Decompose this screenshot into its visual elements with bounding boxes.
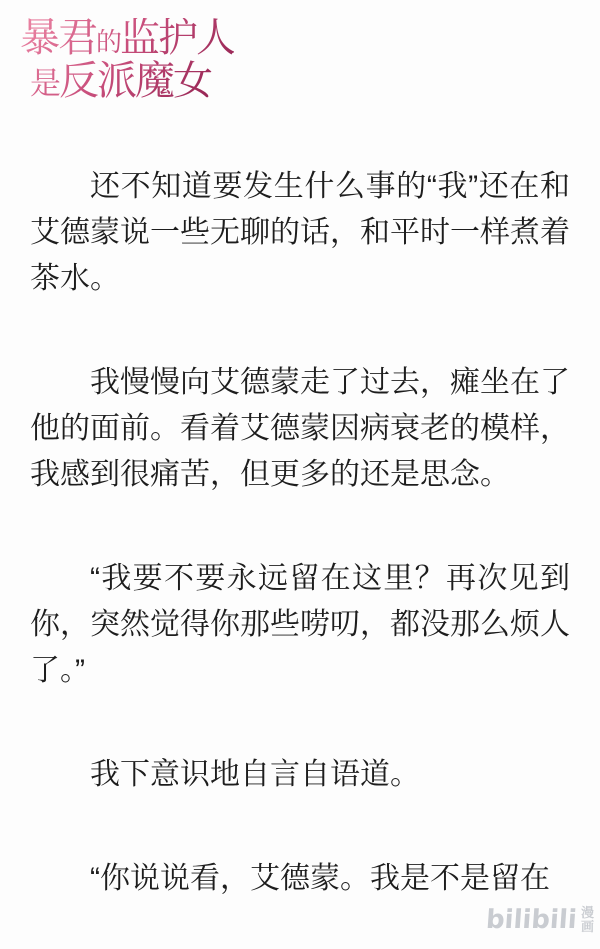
paragraph-1: 还不知道要发生什么事的“我”还在和艾德蒙说一些无聊的话，和平时一样煮着茶水。 bbox=[30, 170, 570, 295]
manga-badge-char-1: 漫 bbox=[580, 905, 594, 920]
logo-line-2 bbox=[30, 58, 234, 104]
paragraph-5: “你说说看，艾德蒙。我是不是留在 bbox=[90, 862, 550, 895]
title-logo bbox=[20, 15, 235, 104]
bilibili-watermark bbox=[486, 905, 594, 935]
bilibili-manga-badge bbox=[581, 906, 594, 934]
logo-line1-particle: 的 bbox=[96, 28, 121, 57]
manga-badge-char-2: 画 bbox=[580, 919, 594, 934]
bilibili-logo: bilibili bbox=[485, 905, 579, 935]
logo-line-1 bbox=[20, 15, 235, 63]
logo-line2-main: 反派魔女 bbox=[59, 58, 211, 103]
paragraph-3: “我要不要永远留在这里？再次见到你，突然觉得你那些唠叨，都没那么烦人了。” bbox=[30, 562, 570, 687]
paragraph-2: 我慢慢向艾德蒙走了过去，瘫坐在了他的面前。看着艾德蒙因病衰老的模样，我感到很痛苦，但更多的还是思念。 bbox=[30, 366, 570, 491]
paragraph-4: 我下意识地自言自语道。 bbox=[90, 758, 420, 791]
logo-line1-main1: 暴君 bbox=[20, 15, 96, 60]
logo-line2-particle: 是 bbox=[30, 66, 59, 101]
novel-text bbox=[30, 164, 570, 902]
logo-line1-main2: 监护人 bbox=[120, 15, 235, 60]
